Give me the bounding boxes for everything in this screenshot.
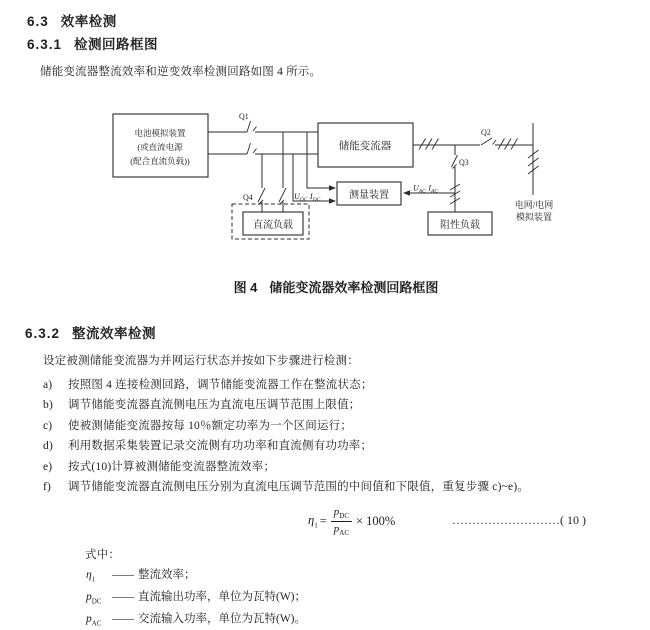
definition-dash: —— (112, 569, 133, 581)
switch-q2-blade (481, 138, 496, 145)
iac-symbol: I (428, 183, 431, 193)
step-text: 按式(10)计算被测储能变流器整流效率； (68, 461, 276, 473)
udc-subscript: DC (299, 196, 308, 203)
step-item-d (43, 437, 372, 453)
definition-eta (86, 566, 196, 583)
switch-q3-blade (452, 155, 458, 169)
section-heading-6-3-1 (27, 33, 158, 53)
fraction-denominator (334, 522, 349, 537)
definition-dash: —— (112, 591, 133, 603)
switch-q1-blades (247, 121, 257, 154)
resistive-load-branch (403, 145, 492, 235)
three-phase-marks-grid-side (498, 139, 518, 150)
section-number: 6.3 (27, 14, 49, 29)
dc-measure-arrow-bottom (329, 198, 336, 204)
eta-symbol (308, 513, 318, 530)
where-label: 式中： (85, 549, 121, 561)
equation-leader (452, 513, 586, 528)
section-title: 效率检测 (60, 14, 117, 29)
switch-q1-label: Q1 (239, 112, 249, 121)
step-item-a (43, 376, 373, 392)
switch-q4-label: Q4 (243, 193, 253, 202)
symbol-letter: η (86, 569, 92, 581)
figure-title: 储能变流器效率检测回路框图 (269, 280, 439, 295)
step-text: 使被测储能变流器按每 10％额定功率为一个区间运行； (68, 420, 353, 432)
dc-rails (208, 112, 318, 154)
battery-label-line1: 电池模拟装置 (134, 128, 186, 138)
battery-label-line2: (或直流电源 (137, 142, 183, 152)
symbol-subscript: 1 (91, 575, 96, 584)
step-label: b) (43, 399, 53, 411)
figure-caption (0, 277, 650, 297)
definition-text: 直流输出功率，单位为瓦特(W)； (138, 591, 307, 603)
step-item-f (43, 478, 529, 494)
ac-measure-arrow (403, 190, 410, 196)
uac-symbol: U (413, 183, 419, 193)
step-label: c) (43, 420, 53, 432)
section-heading-6-3-2 (25, 322, 156, 342)
leader-dots: ……………………… (452, 513, 560, 527)
uac-subscript: AC (418, 188, 426, 195)
eta-subscript: 1 (314, 521, 318, 530)
dc-measure-arrow-top (329, 185, 336, 191)
battery-label-line3: (配合直流负载)) (130, 156, 190, 166)
three-phase-marks-bus (528, 150, 539, 174)
three-phase-marks-converter (419, 139, 439, 150)
section-title: 检测回路框图 (74, 37, 159, 52)
definition-symbol (86, 569, 112, 583)
equation-10 (308, 506, 395, 537)
p-ac-subscript: AC (339, 529, 349, 538)
definition-text: 交流输入功率，单位为瓦特(W)。 (138, 613, 307, 625)
grid-label-line1: 电网/电网 (514, 200, 554, 210)
step-item-e (43, 458, 275, 474)
step-text: 调节储能变流器直流侧电压为直流电压调节范围上限值； (68, 399, 361, 411)
converter-label: 储能变流器 (338, 141, 392, 152)
resistive-load-label: 阻性负载 (440, 220, 480, 231)
step-label: a) (43, 379, 53, 391)
figure-number: 图 4 (233, 280, 258, 295)
definition-p-dc (86, 588, 306, 605)
symbol-subscript: DC (91, 597, 102, 606)
section-heading-6-3 (27, 10, 117, 30)
step-item-c (43, 417, 352, 433)
fraction-numerator (331, 506, 352, 522)
p-dc-symbol: p (333, 506, 340, 518)
section-number: 6.3.2 (25, 326, 61, 341)
definition-symbol (86, 591, 112, 605)
symbol-letter: p (86, 613, 92, 625)
definition-p-ac (86, 610, 306, 627)
idc-symbol: I (309, 192, 313, 201)
step-label: f) (43, 481, 52, 493)
definition-dash: —— (112, 613, 133, 625)
dc-load-label: 直流负载 (253, 220, 293, 231)
step-item-b (43, 396, 361, 412)
p-ac-symbol: p (333, 523, 340, 536)
step-text: 调节储能变流器直流侧电压分别为直流电压调节范围的中间值和下限值，重复步骤 c)~e)。 (68, 481, 530, 493)
measurement-label: 测量装置 (349, 190, 389, 201)
section-number: 6.3.1 (27, 37, 63, 52)
eta-letter: η (308, 513, 315, 528)
switch-q3-label: Q3 (459, 158, 469, 167)
fraction (331, 506, 352, 537)
step-label: e) (43, 461, 53, 473)
paragraph-procedure-intro: 设定被测储能变流器为并网运行状态并按如下步骤进行检测： (43, 355, 359, 367)
battery-simulator-box (113, 114, 208, 177)
dc-rail-wires (208, 132, 318, 154)
step-text: 按照图 4 连接检测回路，调节储能变流器工作在整流状态； (68, 379, 373, 391)
symbol-letter: p (86, 591, 92, 603)
switch-q2-label: Q2 (481, 128, 491, 137)
udc-symbol: U (294, 192, 300, 201)
dc-load-branch (232, 132, 309, 239)
switch-q4-blades (258, 188, 286, 204)
definition-symbol (86, 613, 112, 627)
figure-4-diagram (0, 100, 650, 250)
ac-line (413, 128, 533, 150)
symbol-subscript: AC (91, 619, 102, 628)
definition-text: 整流效率； (138, 569, 196, 581)
equation-number: ( 10 ) (560, 513, 586, 527)
times-100-percent: × 100% (356, 514, 396, 529)
step-text: 利用数据采集装置记录交流侧有功功率和直流侧有功功率； (68, 440, 373, 452)
idc-subscript: DC (312, 196, 321, 203)
paragraph-circuit-intro: 储能变流器整流效率和逆变效率检测回路如图 4 所示。 (40, 66, 322, 78)
p-dc-subscript: DC (339, 512, 349, 521)
step-label: d) (43, 440, 53, 452)
grid-label-line2: 模拟装置 (515, 212, 553, 222)
equals-sign: = (319, 514, 327, 529)
grid-bus (515, 123, 554, 222)
three-phase-marks-q3 (450, 184, 460, 204)
iac-subscript: AC (430, 188, 439, 195)
converter-box (318, 123, 413, 167)
section-title: 整流效率检测 (72, 326, 157, 341)
